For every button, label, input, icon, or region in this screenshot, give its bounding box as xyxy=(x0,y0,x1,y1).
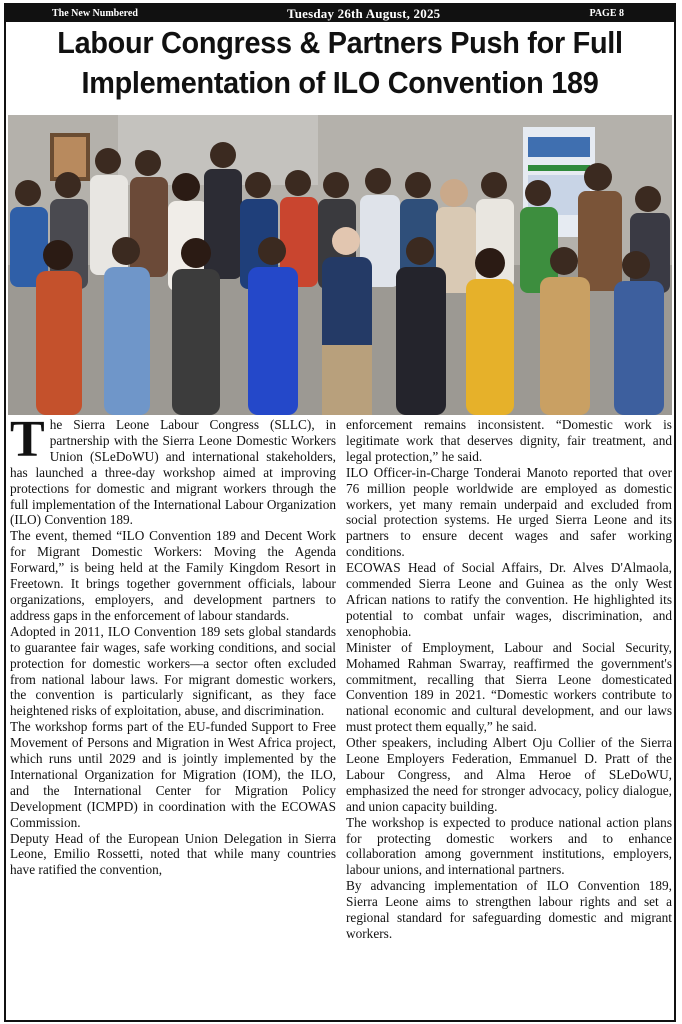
headline-line-1: Labour Congress & Partners Push for Full xyxy=(57,25,623,60)
article-column-2 xyxy=(346,417,672,1021)
paragraph: The workshop is expected to produce national action plans for protecting domestic workers and to enhance collaboration among government institutions, employers, labour unions, and international partners. xyxy=(346,814,672,878)
paragraph: Other speakers, including Albert Oju Collier of the Sierra Leone Employers Federation, Emmanuel D. Pratt of the Labour Congress, and Alma Heroe of SLeDoWU, emphasized the need for stronger advocacy, policy dialogue, and union capacity building. xyxy=(346,735,672,814)
paragraph: Minister of Employment, Labour and Social Security, Mohamed Rahman Swarray, reaffirmed the government's commitment, recalling that Sierra Leone domesticated Convention 189 in 2021. “Domestic workers contribute to national economic and cultural development, and our laws must protect them equally,” he said. xyxy=(346,639,672,735)
paragraph: he Sierra Leone Labour Congress (SLLC), in partnership with the Sierra Leone Domestic Workers Union (SLeDoWU) and international stakeholders, has launched a three-day workshop aimed at improving protections for domestic and migrant workers through the full implementation of the International Labour Organization (ILO) Convention 189. xyxy=(10,417,336,528)
headline xyxy=(29,23,650,103)
group-photo xyxy=(8,115,672,415)
paragraph: ECOWAS Head of Social Affairs, Dr. Alves D'Almaola, commended Sierra Leone and Guinea as the only West African nations to ratify the convention. He highlighted its potential to combat unfair wages, discrimination, and xenophobia. xyxy=(346,560,672,639)
paragraph: By advancing implementation of ILO Convention 189, Sierra Leone aims to strengthen labour rights and set a regional standard for safeguarding domestic and migrant workers. xyxy=(346,878,672,941)
paragraph: Adopted in 2011, ILO Convention 189 sets global standards to guarantee fair wages, safe working conditions, and social protection for domestic workers—a sector often excluded from national labour laws. For migrant domestic workers, the convention is particularly significant, as they face heightened risks of exploitation, abuse, and discrimination. xyxy=(10,623,336,719)
article-column-1 xyxy=(10,417,336,1021)
paragraph: The workshop forms part of the EU-funded Support to Free Movement of Persons and Migration in West Africa project, which runs until 2029 and is jointly implemented by the International Organization for Migration (IOM), the ILO, and the International Center for Migration Policy Development (ICMPD) in coordination with the ECOWAS Commission. xyxy=(10,719,336,830)
paper-name: The New Numbered xyxy=(52,8,138,19)
paragraph: ILO Officer-in-Charge Tonderai Manoto reported that over 76 million people worldwide are employed as domestic workers, yet many remain underpaid and excluded from social protection systems. He urged Sierra Leone and its partners to ensure decent wages and safer working conditions. xyxy=(346,464,672,560)
masthead xyxy=(6,5,674,22)
page-number: PAGE 8 xyxy=(589,8,624,19)
issue-date: Tuesday 26th August, 2025 xyxy=(287,5,441,21)
group-photo-illustration xyxy=(8,115,672,415)
article-body xyxy=(10,417,672,1021)
headline-line-2: Implementation of ILO Convention 189 xyxy=(81,65,599,100)
paragraph: The event, themed “ILO Convention 189 and Decent Work for Migrant Domestic Workers: Moving the Agenda Forward,” is being held at the Family Kingdom Resort in Freetown. It brings together government officials, labour organizations, employers, and development partners to address gaps in the enforcement of labour standards. xyxy=(10,528,336,623)
newspaper-page xyxy=(4,3,676,1022)
drop-cap: T xyxy=(10,417,45,468)
paragraph: enforcement remains inconsistent. “Domestic work is legitimate work that deserves dignity, fair treatment, and legal protection,” he said. xyxy=(346,417,672,464)
paragraph: Deputy Head of the European Union Delegation in Sierra Leone, Emilio Rossetti, noted that while many countries have ratified the convention, xyxy=(10,830,336,878)
